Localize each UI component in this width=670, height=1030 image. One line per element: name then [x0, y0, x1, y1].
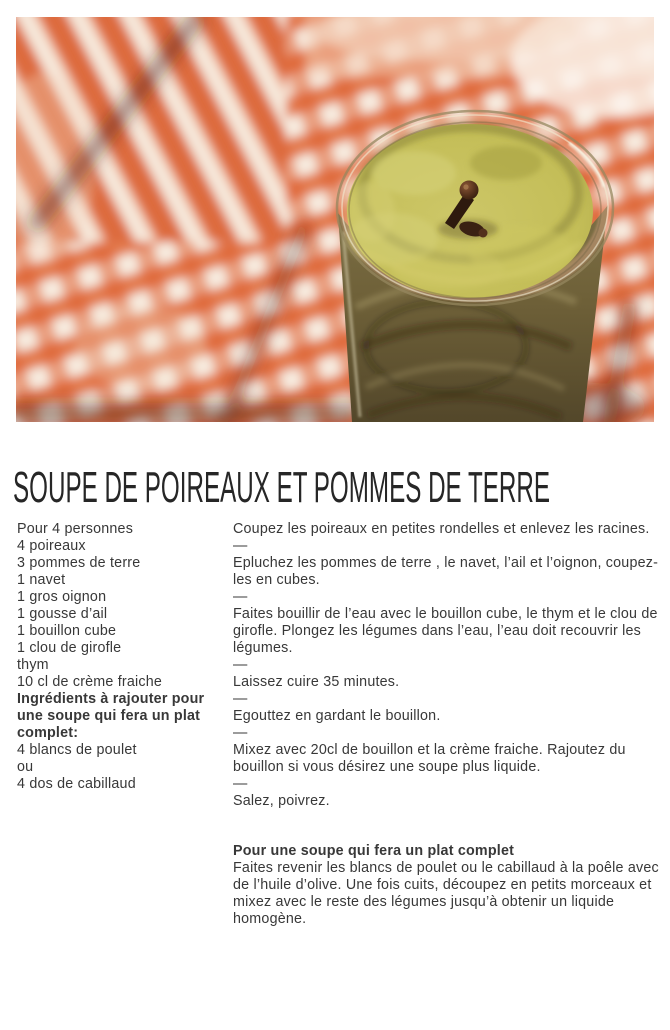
ingredient-item: 1 bouillon cube	[17, 623, 117, 639]
ingredient-item: 1 clou de girofle	[17, 640, 122, 656]
ingredient-item: 1 gousse d’ail	[17, 606, 108, 622]
step: Salez, poivrez.	[233, 793, 330, 809]
step-separator: —	[233, 589, 248, 605]
ingredient-item: thym	[17, 657, 49, 673]
instructions-column	[233, 521, 663, 928]
soup-photo-illustration	[16, 17, 654, 422]
ingredient-item: 4 poireaux	[17, 538, 86, 554]
step: Coupez les poireaux en petites rondelles et enlevez les racines.	[233, 521, 650, 537]
recipe-photo	[16, 17, 654, 422]
servings-line: Pour 4 personnes	[17, 521, 134, 537]
step: Mixez avec 20cl de bouillon et la crème fraiche. Rajoutez du bouillon si vous désirez une soupe plus liquide.	[233, 742, 626, 775]
ingredient-item: 1 navet	[17, 572, 66, 588]
variant-heading: Pour une soupe qui fera un plat complet	[233, 843, 515, 859]
step: Epluchez les pommes de terre , le navet, l’ail et l’oignon, coupez-les en cubes.	[233, 555, 659, 588]
step: Faites bouillir de l’eau avec le bouillon cube, le thym et le clou de girofle. Plongez les légumes dans l’eau, l’eau doit recouvrir les légumes.	[233, 606, 658, 656]
ingredient-item: 10 cl de crème fraiche	[17, 674, 163, 690]
page-title: SOUPE DE POIREAUX ET POMMES DE TERRE	[13, 463, 550, 513]
variant-text: Faites revenir les blancs de poulet ou le cabillaud à la poêle avec de l’huile d’olive. Une fois cuits, découpez en petits morceaux et mixez avec le reste des légumes jusqu’à obtenir un liquide homogène.	[233, 860, 659, 927]
ingredients-column	[17, 521, 229, 793]
ingredient-item: 1 gros oignon	[17, 589, 107, 605]
extra-ingredients-heading: Ingrédients à rajouter pour une soupe qui fera un plat complet:	[17, 691, 205, 741]
extra-ingredient-item: ou	[17, 759, 34, 775]
step-separator: —	[233, 691, 248, 707]
step: Laissez cuire 35 minutes.	[233, 674, 400, 690]
step-separator: —	[233, 725, 248, 741]
clove-bud	[460, 181, 479, 200]
step-separator: —	[233, 538, 248, 554]
step-separator: —	[233, 657, 248, 673]
ingredient-item: 3 pommes de terre	[17, 555, 141, 571]
step-separator: —	[233, 776, 248, 792]
extra-ingredient-item: 4 blancs de poulet	[17, 742, 137, 758]
variant-section	[233, 843, 663, 928]
extra-ingredient-item: 4 dos de cabillaud	[17, 776, 136, 792]
step: Egouttez en gardant le bouillon.	[233, 708, 441, 724]
